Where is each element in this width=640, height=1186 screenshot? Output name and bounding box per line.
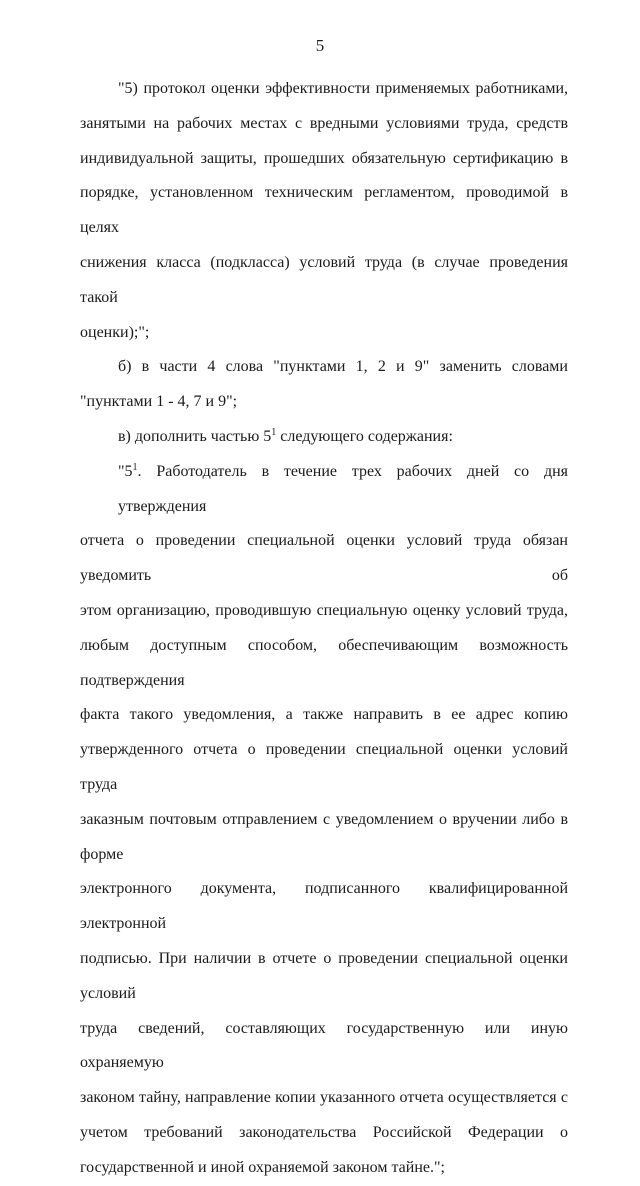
document-body [80, 72, 568, 1186]
text-line: факта такого уведомления, а также направить в ее адрес копию [80, 706, 568, 724]
superscript: 1 [132, 461, 138, 473]
text-line: электронного документа, подписанного квалифицированной электронной [80, 880, 568, 933]
text-line: государственной и иной охраняемой законом тайне."; [80, 1158, 445, 1176]
text-line: б) в части 4 слова "пунктами 1, 2 и 9" заменить словами [118, 358, 568, 376]
text-line: учетом требований законодательства Российской Федерации о [80, 1123, 568, 1141]
text-segment: в) дополнить частью 5 [118, 427, 272, 445]
text-line: оценки);"; [80, 323, 150, 341]
text-line: любым доступным способом, обеспечивающим возможность подтверждения [80, 636, 568, 689]
text-line: "пунктами 1 - 4, 7 и 9"; [80, 393, 238, 411]
paragraph-protocol [80, 72, 568, 350]
text-line: снижения класса (подкласса) условий труда (в случае проведения такой [80, 253, 568, 306]
superscript: 1 [271, 426, 277, 438]
text-line: подписью. При наличии в отчете о проведении специальной оценки условий [80, 949, 568, 1002]
paragraph-part-4 [80, 350, 568, 420]
text-line: порядке, установленном техническим регламентом, проводимой в целях [80, 184, 568, 237]
text-line: "5) протокол оценки эффективности применяемых работниками, [118, 80, 568, 97]
text-line: этом организацию, проводившую специальную оценку условий труда, [80, 601, 568, 619]
paragraph-add-part [80, 420, 568, 455]
paragraph-part-5-1 [80, 455, 568, 1186]
text-line: труда сведений, составляющих государственную или иную охраняемую [80, 1019, 568, 1072]
text-segment: . Работодатель в течение трех рабочих дней со дня утверждения [118, 462, 568, 515]
text-segment: "5 [118, 462, 133, 480]
text-segment: следующего содержания: [276, 427, 453, 445]
text-line [80, 420, 568, 455]
text-line: законом тайну, направление копии указанного отчета осуществляется с [80, 1089, 568, 1107]
text-line: отчета о проведении специальной оценки условий труда обязан уведомить об [80, 532, 568, 585]
text-line [80, 455, 568, 525]
text-line: индивидуальной защиты, прошедших обязательную сертификацию в [80, 149, 568, 167]
text-line: занятыми на рабочих местах с вредными условиями труда, средств [80, 114, 568, 132]
page-number: 5 [315, 36, 325, 55]
text-line: утвержденного отчета о проведении специальной оценки условий труда [80, 741, 568, 793]
text-line: заказным почтовым отправлением с уведомлением о вручении либо в форме [80, 810, 568, 863]
